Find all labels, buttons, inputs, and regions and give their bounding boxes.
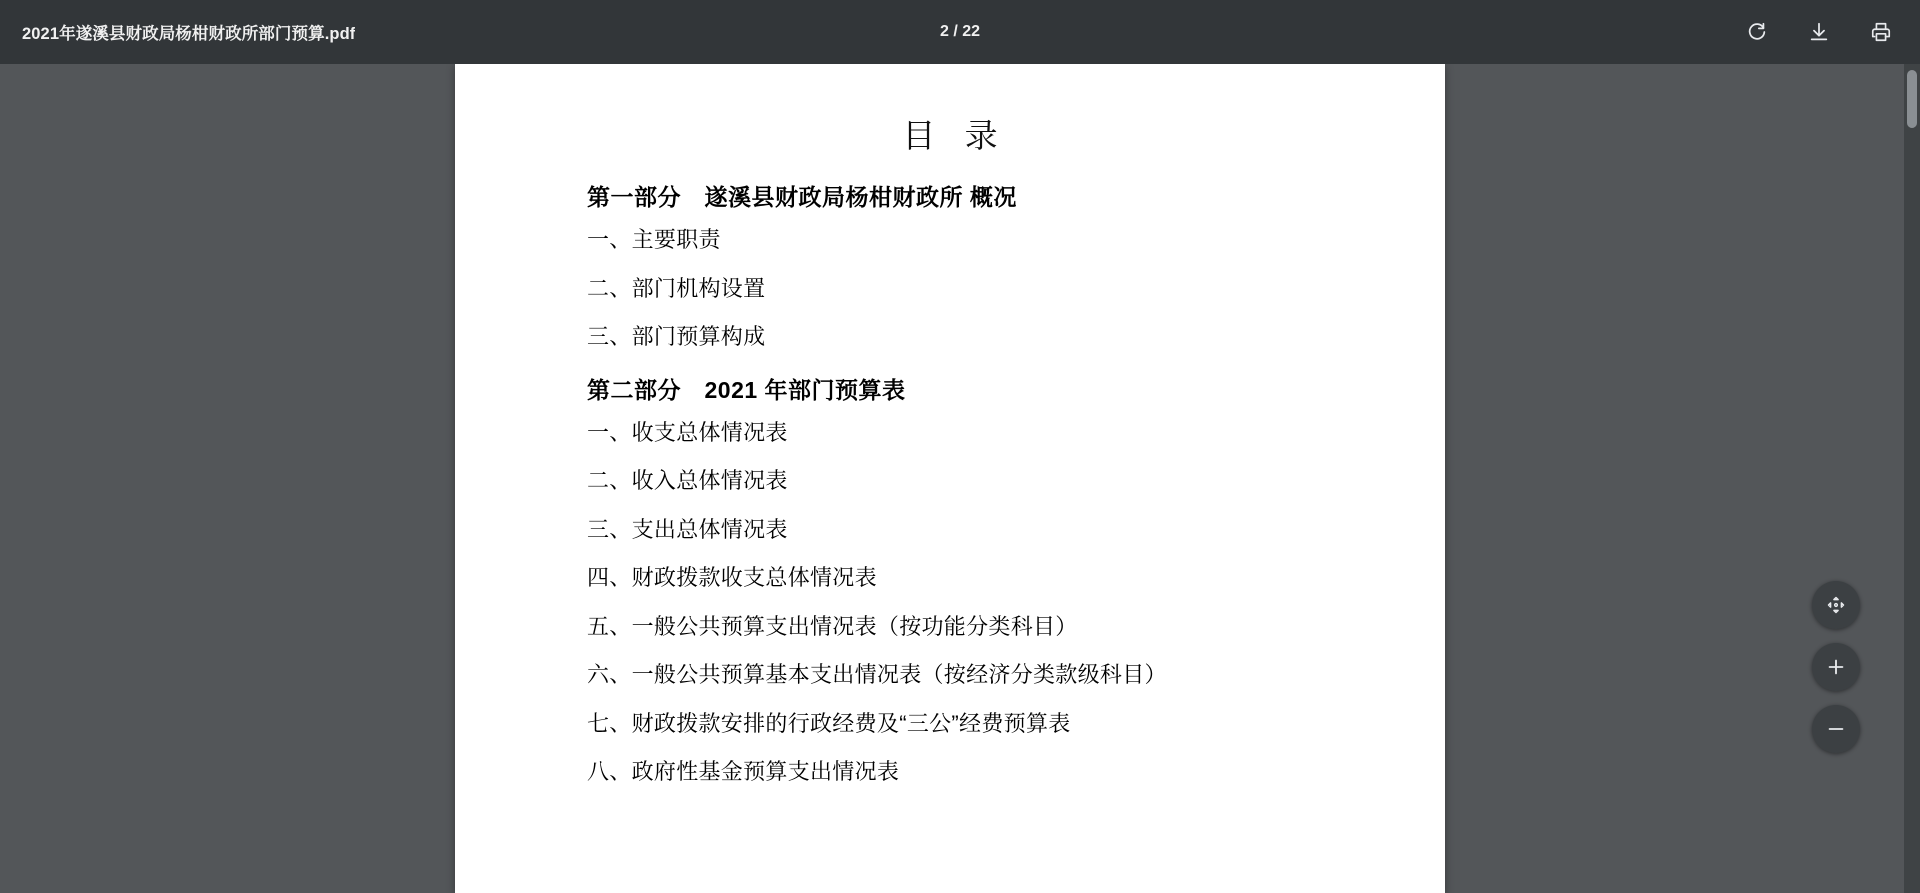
rotate-icon[interactable] (1740, 15, 1774, 49)
zoom-in-icon[interactable] (1812, 643, 1860, 691)
toc-entry: 二、收入总体情况表 (587, 468, 788, 493)
zoom-controls (1812, 581, 1860, 753)
document-title: 2021年遂溪县财政局杨柑财政所部门预算.pdf (22, 25, 356, 43)
toolbar-actions (1740, 15, 1898, 49)
toc-entry: 四、财政拨款收支总体情况表 (587, 565, 877, 590)
pdf-viewer-area[interactable] (0, 64, 1920, 893)
download-icon[interactable] (1802, 15, 1836, 49)
pdf-toolbar (0, 0, 1920, 64)
toc-entry: 三、部门预算构成 (587, 324, 766, 349)
zoom-out-icon[interactable] (1812, 705, 1860, 753)
toc-part-heading: 第二部分 2021 年部门预算表 (587, 376, 906, 403)
toc-entry: 一、主要职责 (587, 227, 721, 252)
pdf-page-content (531, 110, 1369, 786)
toc-entry: 一、收支总体情况表 (587, 419, 788, 445)
pdf-page (455, 64, 1445, 893)
toc-entry: 七、财政拨款安排的行政经费及“三公”经费预算表 (587, 710, 1071, 736)
toc-entry: 八、政府性基金预算支出情况表 (587, 759, 900, 784)
page-indicator: 2 / 22 (939, 23, 981, 40)
page-title: 目 录 (902, 117, 1008, 154)
toc-entry: 五、一般公共预算支出情况表（按功能分类科目） (587, 613, 1078, 639)
fit-to-page-icon[interactable] (1812, 581, 1860, 629)
toc-part-heading: 第一部分 遂溪县财政局杨柑财政所 概况 (587, 184, 1017, 210)
vertical-scrollbar[interactable] (1904, 64, 1920, 893)
toc-entry: 二、部门机构设置 (587, 275, 766, 301)
toc-entry: 三、支出总体情况表 (587, 516, 788, 542)
scrollbar-thumb[interactable] (1907, 70, 1917, 128)
print-icon[interactable] (1864, 15, 1898, 49)
toc-entry: 六、一般公共预算基本支出情况表（按经济分类款级科目） (587, 662, 1167, 687)
